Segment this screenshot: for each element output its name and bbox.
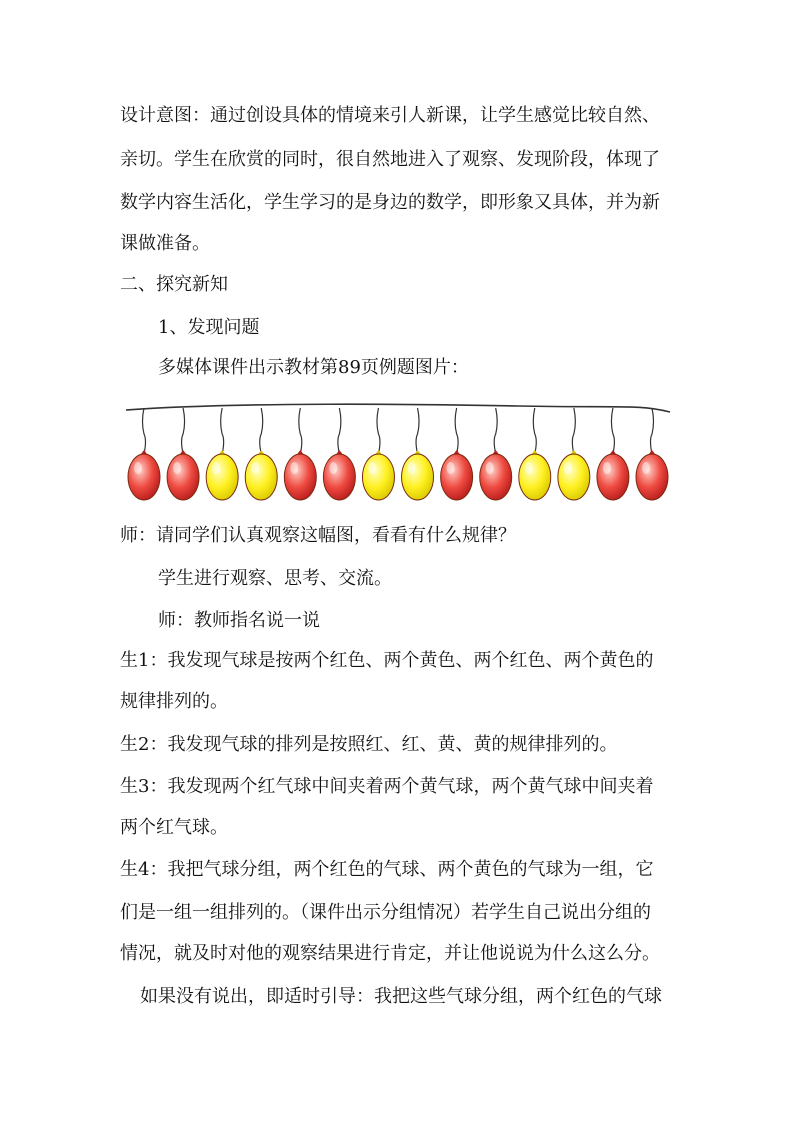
- student4-answer-line-1: 生4：我把气球分组，两个红色的气球、两个黄色的气球为一组，它: [120, 859, 654, 880]
- balloon-red: [323, 408, 355, 500]
- balloon-red: [167, 408, 199, 500]
- balloon-red: [284, 408, 316, 500]
- balloon-figure: [118, 398, 678, 506]
- student-activity: 学生进行观察、思考、交流。: [158, 568, 392, 589]
- media-instruction: 多媒体课件出示教材第89页例题图片：: [158, 357, 469, 378]
- student2-answer: 生2：我发现气球的排列是按照红、红、黄、黄的规律排列的。: [120, 734, 618, 755]
- student1-answer-line-1: 生1：我发现气球是按两个红色、两个黄色、两个红色、两个黄色的: [120, 650, 654, 671]
- balloon-yellow: [362, 408, 394, 500]
- design-intent-line-1: 设计意图：通过创设具体的情境来引人新课，让学生感觉比较自然、: [120, 105, 660, 126]
- balloon-red: [636, 408, 668, 500]
- hanging-cord: [126, 404, 670, 412]
- balloon-yellow: [206, 408, 238, 500]
- design-intent-line-4: 课做准备。: [120, 233, 210, 254]
- teacher-question: 师：请同学们认真观察这幅图，看看有什么规律？: [120, 525, 516, 546]
- balloon-yellow: [519, 408, 551, 500]
- teacher-instruction: 师：教师指名说一说: [158, 610, 320, 631]
- student1-answer-line-2: 规律排列的。: [120, 691, 228, 712]
- balloon-yellow: [558, 408, 590, 500]
- student3-answer-line-1: 生3：我发现两个红气球中间夹着两个黄气球，两个黄气球中间夹着: [120, 776, 654, 797]
- student3-answer-line-2: 两个红气球。: [120, 817, 228, 838]
- balloon-red: [128, 408, 160, 500]
- section-heading: 二、探究新知: [120, 274, 228, 295]
- design-intent-line-3: 数学内容生活化，学生学习的是身边的数学，即形象又具体，并为新: [120, 192, 660, 213]
- design-intent-line-2: 亲切。学生在欣赏的同时，很自然地进入了观察、发现阶段，体现了: [120, 149, 660, 170]
- subsection-heading: 1、发现问题: [158, 317, 260, 338]
- balloon-yellow: [402, 408, 434, 500]
- balloon-red: [480, 408, 512, 500]
- balloon-red: [441, 408, 473, 500]
- balloon-yellow: [245, 408, 277, 500]
- student4-answer-line-2: 们是一组一组排列的。（课件出示分组情况）若学生自己说出分组的: [120, 902, 651, 923]
- balloon-red: [597, 408, 629, 500]
- student4-answer-line-3: 情况，就及时对他的观察结果进行肯定，并让他说说为什么这么分。: [120, 943, 660, 964]
- guidance-line: 如果没有说出，即适时引导：我把这些气球分组，两个红色的气球: [140, 986, 662, 1007]
